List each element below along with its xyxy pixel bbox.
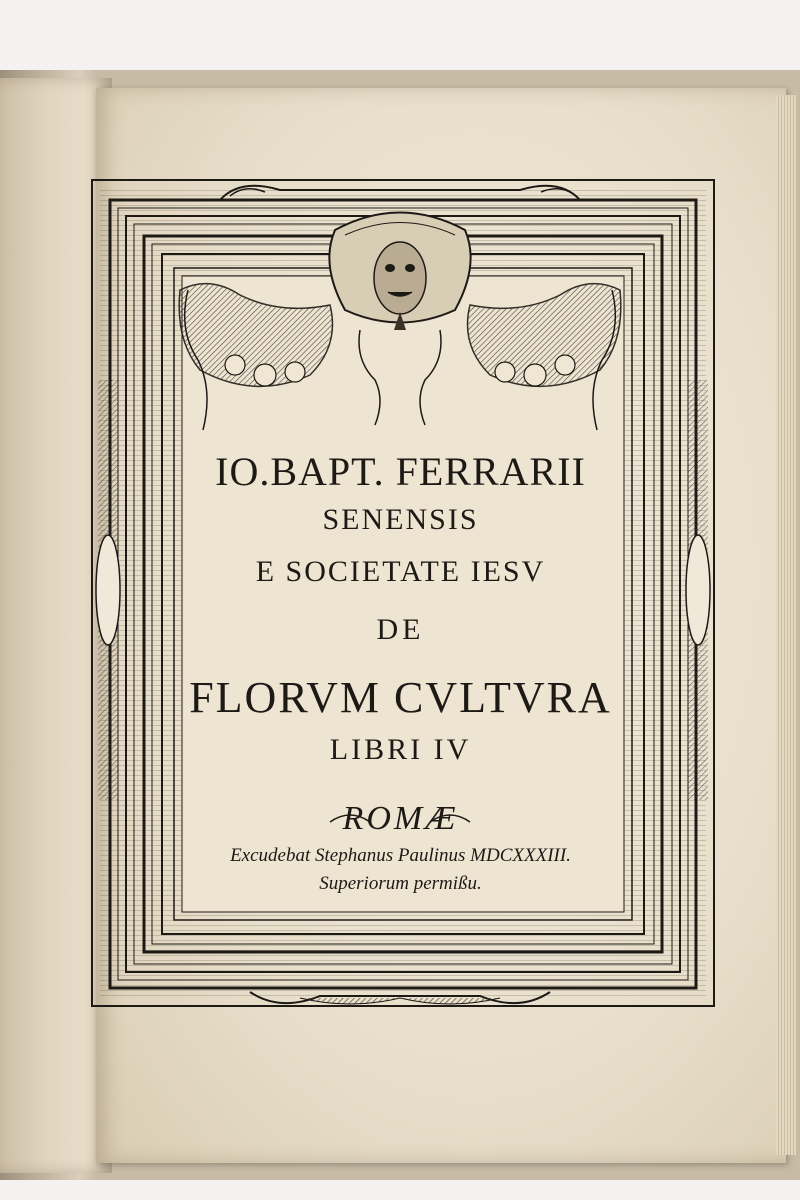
imprint-permission: Superiorum permißu. [319, 873, 482, 894]
title-prefix: DE [376, 613, 425, 646]
book-title: FLORVM CVLTVRA [189, 673, 612, 722]
author-name: IO.BAPT. FERRARII [215, 449, 586, 494]
imprint-printer: Excudebat Stephanus Paulinus MDCXXXIII. [230, 845, 571, 866]
book-count: LIBRI IV [329, 733, 472, 766]
author-order: E SOCIETATE IESV [255, 555, 546, 588]
mask-ornament [329, 213, 470, 331]
imprint-city: ROMÆ [342, 800, 459, 837]
author-origin: SENENSIS [322, 503, 479, 536]
